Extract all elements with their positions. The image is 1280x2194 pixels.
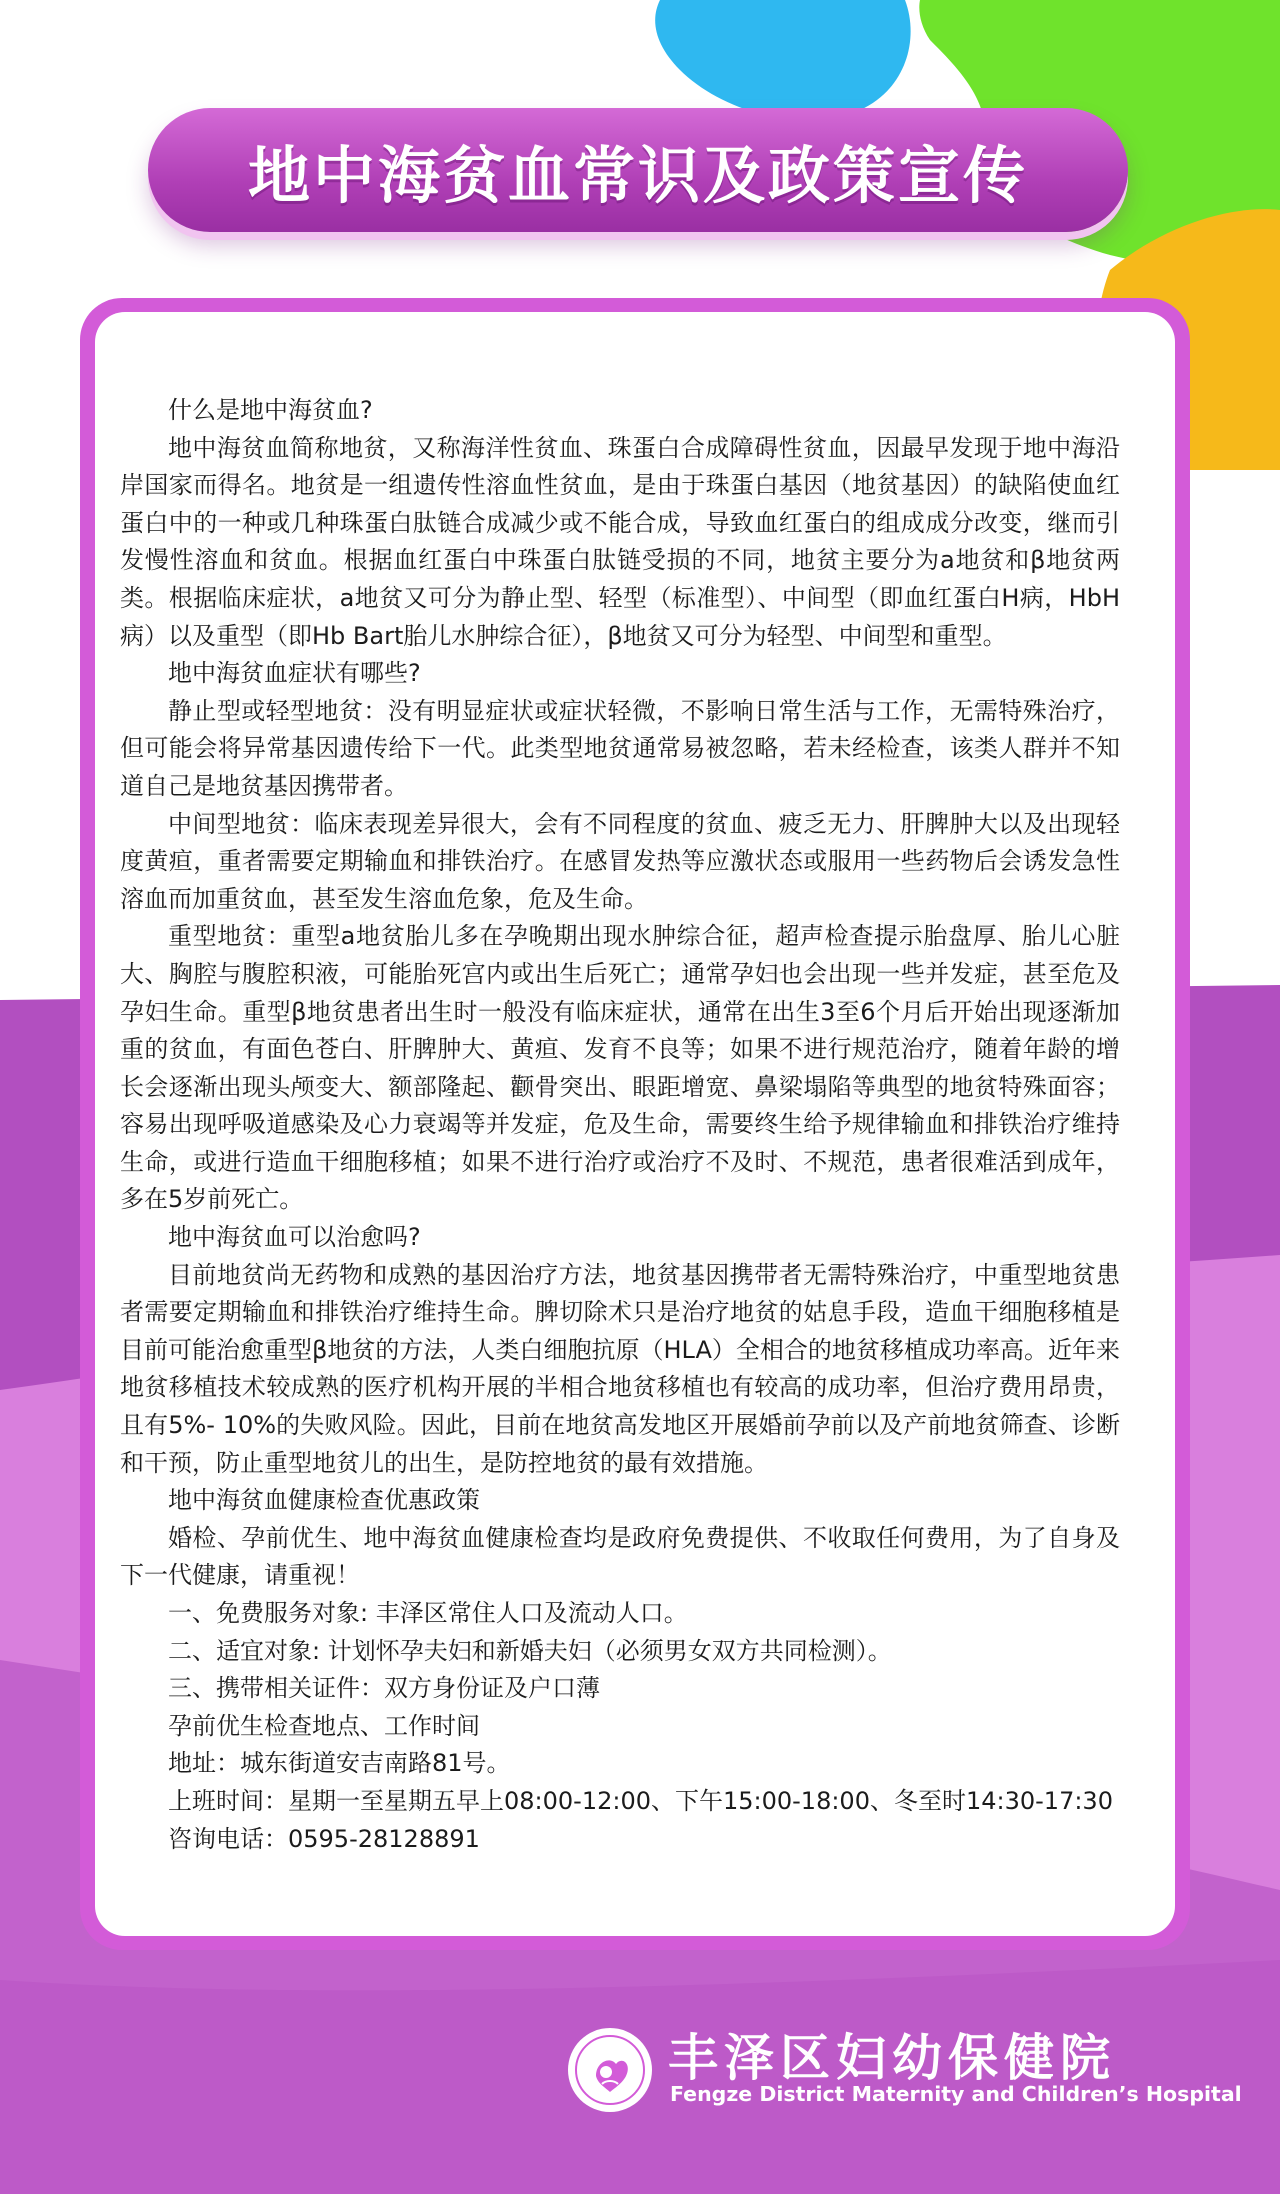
paragraph-definition: 地中海贫血简称地贫，又称海洋性贫血、珠蛋白合成障碍性贫血，因最早发现于地中海沿岸国家而得名。地贫是一组遗传性溶血性贫血，是由于珠蛋白基因（地贫基因）的缺陷使血红蛋白中的一种或几种珠蛋白肽链合成减少或不能合成，导致血红蛋白的组成成分改变，继而引发慢性溶血和贫血。根据血红蛋白中珠蛋白肽链受损的不同，地贫主要分为a地贫和β地贫两类。根据临床症状，a地贫又可分为静止型、轻型（标准型）、中间型（即血红蛋白H病，HbH病）以及重型（即Hb Bart胎儿水肿综合征），β地贫又可分为轻型、中间型和重型。 — [120, 433, 1120, 650]
paragraph-severe-type: 重型地贫：重型a地贫胎儿多在孕晚期出现水肿综合征，超声检查提示胎盘厚、胎儿心脏大、胸腔与腹腔积液，可能胎死宫内或出生后死亡；通常孕妇也会出现一些并发症，甚至危及孕妇生命。重型β地贫患者出生时一般没有临床症状，通常在出生3至6个月后开始出现逐渐加重的贫血，有面色苍白、肝脾肿大、黄疸、发育不良等；如果不进行规范治疗，随着年龄的增长会逐渐出现头颅变大、额部隆起、颧骨突出、眼距增宽、鼻梁塌陷等典型的地贫特殊面容；容易出现呼吸道感染及心力衰竭等并发症，危及生命，需要终生给予规律输血和排铁治疗维持生命，或进行造血干细胞移植；如果不进行治疗或治疗不及时、不规范，患者很难活到成年，多在5岁前死亡。 — [120, 922, 1120, 1214]
question-what-is: 什么是地中海贫血? — [168, 396, 373, 424]
hospital-name-cn: 丰泽区妇幼保健院 — [668, 2029, 1116, 2087]
heading-policy: 地中海贫血健康检查优惠政策 — [168, 1486, 480, 1515]
paragraph-free-service: 婚检、孕前优生、地中海贫血健康检查均是政府免费提供、不收取任何费用，为了自身及下一代健康，请重视！ — [120, 1523, 1120, 1590]
hospital-footer — [566, 2018, 1242, 2128]
blue-blob — [655, 0, 910, 120]
paragraph-treatment: 目前地贫尚无药物和成熟的基因治疗方法，地贫基因携带者无需特殊治疗，中重型地贫患者需要定期输血和排铁治疗维持生命。脾切除术只是治疗地贫的姑息手段，造血干细胞移植是目前可能治愈重型β地贫的方法，人类白细胞抗原（HLA）全相合的地贫移植成功率高。近年来地贫移植技术较成熟的医疗机构开展的半相合地贫移植也有较高的成功率，但治疗费用昂贵，且有5%- 10%的失败风险。因此，目前在地贫高发地区开展婚前孕前以及产前地贫筛查、诊断和干预，防止重型地贫儿的出生，是防控地贫的最有效措施。 — [120, 1260, 1120, 1477]
office-hours-text: 上班时间：星期一至星期五早上08:00-12:00、下午15:00-18:00、冬至时14:30-17:30 — [168, 1786, 1113, 1815]
article-body — [120, 392, 1120, 1858]
question-symptoms: 地中海贫血症状有哪些? — [168, 659, 421, 688]
policy-item-eligible: 二、适宜对象: 计划怀孕夫妇和新婚夫妇（必须男女双方共同检测）。 — [168, 1636, 892, 1665]
title-banner — [148, 108, 1128, 232]
paragraph-mild-type: 静止型或轻型地贫：没有明显症状或症状轻微，不影响日常生活与工作，无需特殊治疗，但可能会将异常基因遗传给下一代。此类型地贫通常易被忽略，若未经检查，该类人群并不知道自己是地贫基因携带者。 — [120, 696, 1120, 800]
question-curable: 地中海贫血可以治愈吗? — [168, 1223, 421, 1252]
policy-item-documents: 三、携带相关证件：双方身份证及户口薄 — [168, 1674, 600, 1703]
page-title: 地中海贫血常识及政策宣传 — [247, 138, 1028, 212]
heading-location-hours: 孕前优生检查地点、工作时间 — [168, 1711, 480, 1740]
hospital-name-en: Fengze District Maternity and Children’s Hospital — [670, 2082, 1242, 2106]
address-text: 地址：城东街道安吉南路81号。 — [168, 1749, 511, 1778]
hospital-logo-icon — [566, 2026, 654, 2114]
policy-item-target: 一、免费服务对象: 丰泽区常住人口及流动人口。 — [168, 1599, 688, 1627]
consult-phone-text: 咨询电话：0595-28128891 — [168, 1824, 480, 1853]
paragraph-intermediate-type: 中间型地贫：临床表现差异很大，会有不同程度的贫血、疲乏无力、肝脾肿大以及出现轻度黄疸，重者需要定期输血和排铁治疗。在感冒发热等应激状态或服用一些药物后会诱发急性溶血而加重贫血，甚至发生溶血危象，危及生命。 — [120, 809, 1120, 913]
